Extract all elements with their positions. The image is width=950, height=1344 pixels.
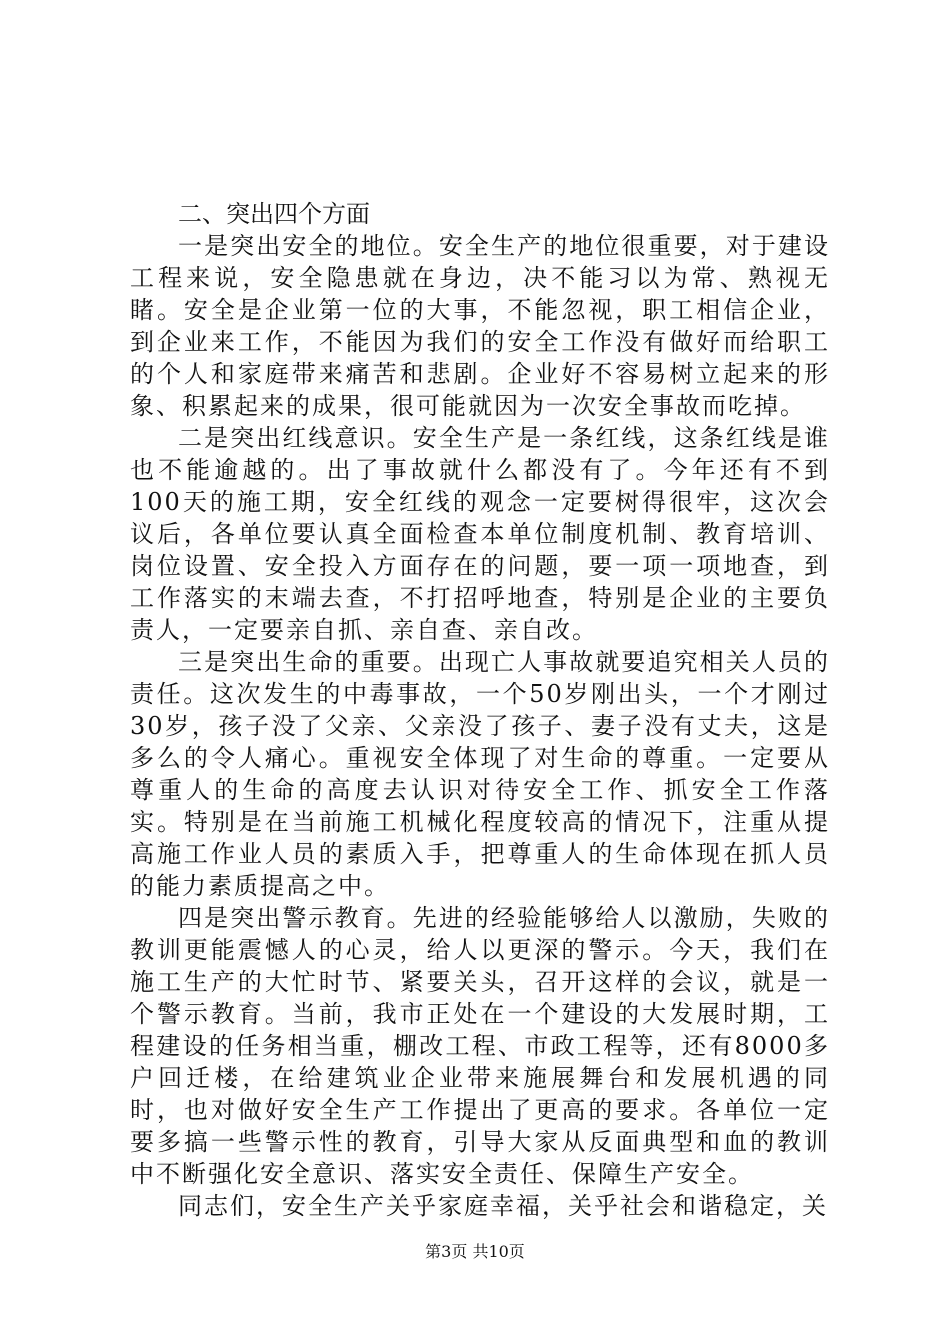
section-heading: 二、突出四个方面 — [178, 200, 370, 228]
paragraph-closing: 同志们，安全生产关乎家庭幸福，关乎社会和谐稳定，关 — [178, 1192, 828, 1220]
paragraph-warning-education: 四是突出警示教育。先进的经验能够给人以激励，失败的教训更能震憾人的心灵，给人以更深的警示。今天，我们在施工生产的大忙时节、紧要关头，召开这样的会议，就是一个警示教育。当前，我市正处在一个建设的大发展时期，工程建设的任务相当重，棚改工程、市政工程等，还有8000多户回迁楼，在给建筑业企业带来施展舞台和发展机遇的同时，也对做好安全生产工作提出了更高的要求。各单位一定要多搞一些警示性的教育，引导大家从反面典型和血的教训中不断强化安全意识、落实安全责任、保障生产安全。 — [130, 904, 830, 1188]
document-body — [130, 198, 830, 1222]
paragraph-safety-status: 一是突出安全的地位。安全生产的地位很重要，对于建设工程来说，安全隐患就在身边，决不能习以为常、熟视无睹。安全是企业第一位的大事，不能忽视，职工相信企业，到企业来工作，不能因为我们的安全工作没有做好而给职工的个人和家庭带来痛苦和悲剧。企业好不容易树立起来的形象、积累起来的成果，很可能就因为一次安全事故而吃掉。 — [130, 232, 830, 420]
paragraph-red-line: 二是突出红线意识。安全生产是一条红线，这条红线是谁也不能逾越的。出了事故就什么都没有了。今年还有不到100天的施工期，安全红线的观念一定要树得很牢，这次会议后，各单位要认真全面检查本单位制度机制、教育培训、岗位设置、安全投入方面存在的问题，要一项一项地查，到工作落实的末端去查，不打招呼地查，特别是企业的主要负责人，一定要亲自抓、亲自查、亲自改。 — [130, 424, 830, 644]
page-number: 第3页 共10页 — [425, 1242, 525, 1261]
paragraph-value-of-life: 三是突出生命的重要。出现亡人事故就要追究相关人员的责任。这次发生的中毒事故，一个50岁刚出头，一个才刚过30岁，孩子没了父亲、父亲没了孩子、妻子没有丈夫，这是多么的令人痛心。重视安全体现了对生命的尊重。一定要从尊重人的生命的高度去认识对待安全工作、抓安全工作落实。特别是在当前施工机械化程度较高的情况下，注重从提高施工作业人员的素质入手，把尊重人的生命体现在抓人员的能力素质提高之中。 — [130, 648, 830, 900]
